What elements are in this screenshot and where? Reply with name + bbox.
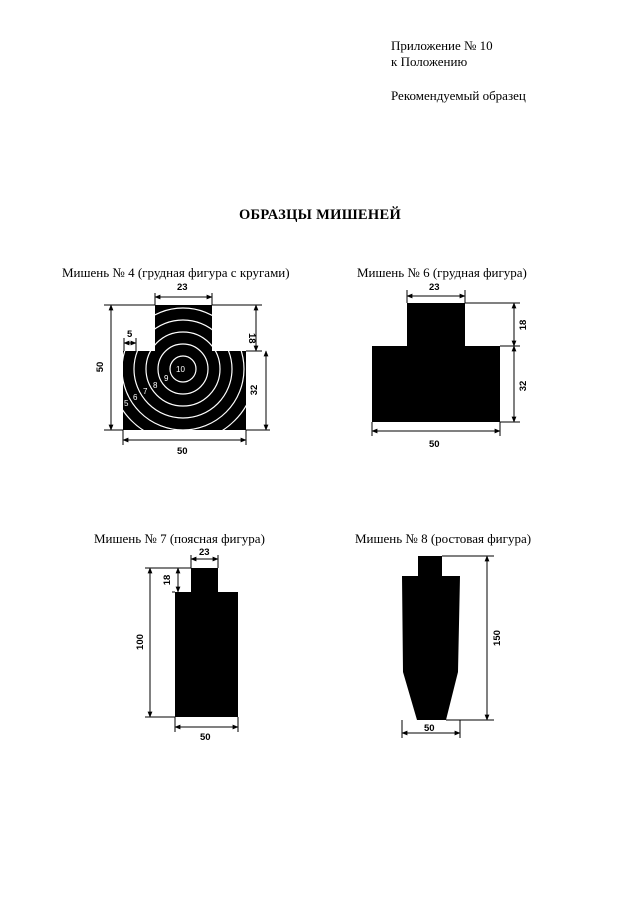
t4-ring-step-label: 5: [127, 329, 133, 340]
target-4-caption: Мишень № 4 (грудная фигура с кругами): [62, 265, 290, 280]
target-6-figure: [372, 303, 500, 422]
t7-width-label: 50: [200, 732, 211, 743]
target-6-caption: Мишень № 6 (грудная фигура): [357, 265, 527, 280]
recommended-sample-note: Рекомендуемый образец: [391, 88, 526, 103]
t4-total-height-label: 50: [95, 361, 106, 373]
target-8-figure: [402, 556, 460, 720]
t6-head-width-label: 23: [429, 282, 440, 293]
t6-head-height-label: 18: [518, 319, 529, 331]
target-4-figure: [110, 296, 256, 442]
ring-label-7: 7: [143, 387, 148, 396]
appendix-reference: к Положению: [391, 54, 468, 69]
target-8-caption: Мишень № 8 (ростовая фигура): [355, 531, 532, 546]
t6-width-label: 50: [429, 439, 440, 450]
t8-width-label: 50: [424, 723, 435, 734]
appendix-number: Приложение № 10: [391, 38, 493, 53]
t7-head-width-label: 23: [199, 547, 210, 558]
target-7-figure: [175, 568, 238, 717]
t4-body-height-label: 32: [249, 384, 260, 396]
t4-width-label: 50: [177, 446, 188, 457]
t4-head-height-label: 18: [246, 333, 257, 344]
ring-label-10: 10: [176, 365, 185, 374]
ring-label-5: 5: [124, 399, 129, 408]
target-7-caption: Мишень № 7 (поясная фигура): [94, 531, 265, 546]
t4-head-width-label: 23: [177, 282, 188, 293]
ring-label-8: 8: [153, 381, 158, 390]
ring-label-9: 9: [164, 374, 169, 383]
t6-body-height-label: 32: [518, 380, 529, 392]
ring-label-6: 6: [133, 393, 138, 402]
page-title: ОБРАЗЦЫ МИШЕНЕЙ: [238, 207, 402, 223]
t7-head-height-label: 18: [162, 574, 173, 586]
t7-total-height-label: 100: [135, 634, 146, 650]
t8-total-height-label: 150: [492, 630, 503, 646]
